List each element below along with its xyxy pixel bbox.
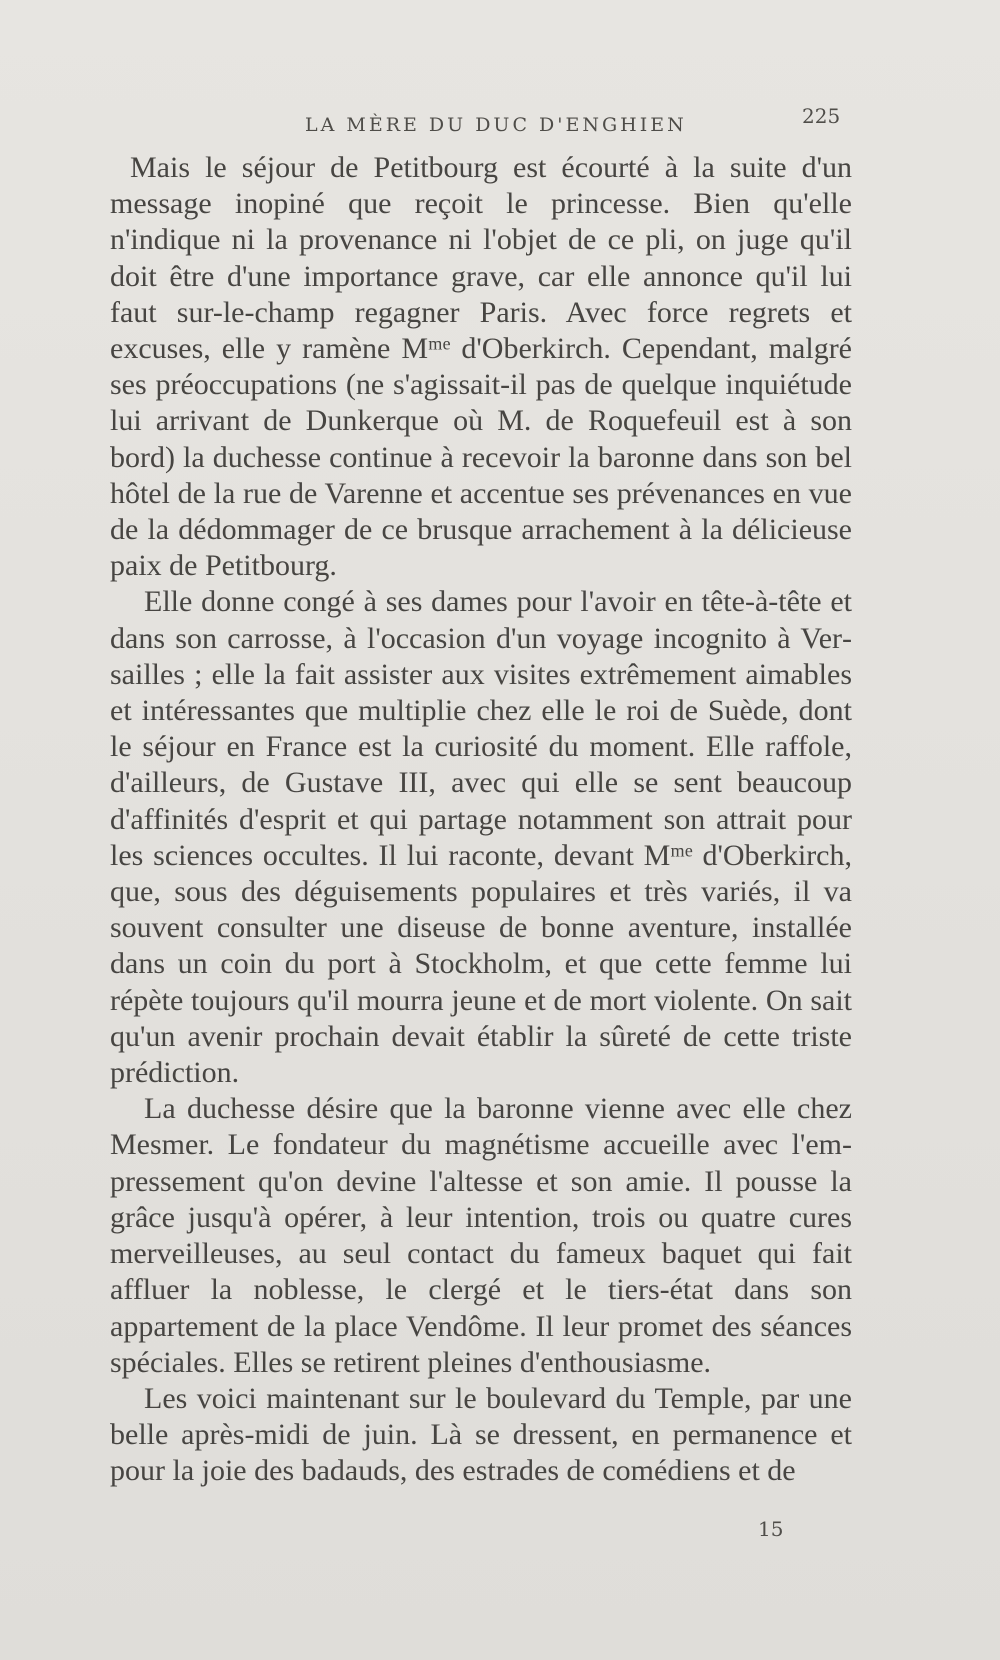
running-head: LA MÈRE DU DUC D'ENGHIEN <box>305 114 687 136</box>
page-number: 225 <box>802 104 841 128</box>
paragraph-4: Les voici maintenant sur le boulevard du Temple, par une belle après-midi de juin. Là se dressent, en permanence et pour la joie des badauds, des estrades de comédiens et de <box>110 1381 852 1488</box>
paragraph-2: Elle donne congé à ses dames pour l'avoir en tête-à-tête et dans son carrosse, à l'occasion d'un voyage incognito à Versailles ; elle la fait assister aux visites extrêmement aimables et intéressantes que multiplie chez elle le roi de Suède, dont le séjour en France est la curiosité du moment. Elle raffole, d'ailleurs, de Gustave III, avec qui elle se sent beaucoup d'affinités d'esprit et qui partage notamment son attrait pour les sciences occultes. Il lui raconte, devant Mᵐᵉ d'Oberkirch, que, sous des déguisements populaires et très variés, il va souvent consulter une diseuse de bonne aventure, installée dans un coin du port à Stockholm, et que cette femme lui répète toujours qu'il mourra jeune et de mort violente. On sait qu'un avenir prochain devait établir la sûreté de cette triste prédiction. <box>110 585 852 1090</box>
signature-mark: 15 <box>758 1517 784 1541</box>
paragraph-1: Mais le séjour de Petitbourg est écourté à la suite d'un message inopiné que reçoit le princesse. Bien qu'elle n'indique ni la provenance ni l'objet de ce pli, on juge qu'il doit être d'une importance grave, car elle annonce qu'il lui faut sur-le-champ regagner Paris. Avec force regrets et excuses, elle y ramène Mᵐᵉ d'Oberkirch. Cependant, malgré ses préoccupations (ne s'agissait-il pas de quelque inquiétude lui arrivant de Dunkerque où M. de Roquefeuil est à son bord) la duchesse continue à recevoir la baronne dans son bel hôtel de la rue de Varenne et accentue ses prévenances en vue de la dédommager de ce brusque arrachement à la délicieuse paix de Petitbourg. <box>110 151 852 583</box>
paragraph-3: La duchesse désire que la baronne vienne avec elle chez Mesmer. Le fondateur du magnétisme accueille avec l'empressement qu'on devine l'altesse et son amie. Il pousse la grâce jusqu'à opérer, à leur intention, trois ou quatre cures merveilleuses, au seul contact du fameux baquet qui fait affluer la noblesse, le clergé et le tiers-état dans son appartement de la place Vendôme. Il leur promet des séances spéciales. Elles se retirent pleines d'enthousiasme. <box>110 1092 852 1379</box>
body-text <box>110 150 852 1490</box>
page-header <box>0 104 1000 144</box>
